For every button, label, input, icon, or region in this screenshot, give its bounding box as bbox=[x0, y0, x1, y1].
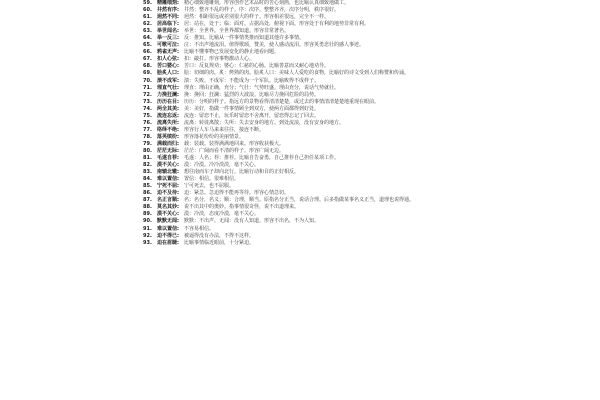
entry-number: 79. bbox=[143, 140, 152, 147]
idiom-entry bbox=[143, 218, 481, 225]
entry-number: 81. bbox=[143, 155, 152, 162]
entry-number: 84. bbox=[143, 176, 152, 183]
idiom-term: 流离失所: bbox=[157, 119, 179, 126]
idiom-term: 迫在眉睫: bbox=[157, 239, 179, 246]
idiom-definition: 精心细致地雕刻。形容创作艺术品时的苦心刻画，也比喻认真细致地做工。 bbox=[184, 0, 350, 6]
idiom-definition: 美：美好，指做一件事情顾全到双方，使两方面都得到好处。 bbox=[184, 105, 320, 112]
entry-number: 72. bbox=[143, 91, 152, 98]
entry-number: 63. bbox=[143, 28, 152, 35]
idiom-term: 莫名其妙: bbox=[157, 204, 179, 211]
idiom-entry bbox=[143, 70, 481, 77]
entry-number: 60. bbox=[143, 7, 152, 14]
idiom-term: 毛遂自荐: bbox=[157, 155, 179, 162]
entry-number: 62. bbox=[143, 21, 152, 28]
idiom-term: 苦口婆心: bbox=[157, 63, 179, 70]
entry-number: 66. bbox=[143, 49, 152, 56]
idiom-entry bbox=[143, 0, 481, 7]
entry-number: 59. bbox=[143, 0, 152, 6]
idiom-term: 迫不得已: bbox=[157, 232, 179, 239]
idiom-term: 漠不关心: bbox=[157, 211, 179, 218]
idiom-entry bbox=[143, 134, 481, 141]
idiom-term: 井然有序: bbox=[157, 7, 179, 14]
idiom-definition: 宁可死去，也不屈服。 bbox=[184, 183, 235, 190]
entry-number: 90. bbox=[143, 218, 152, 225]
idiom-definition: 迫：紧急。急迫得不能再等待。形容心情急切。 bbox=[184, 190, 290, 197]
idiom-definition: 理直：理由正确，充分；气壮：气势旺盛。理由充分，说话气势就壮。 bbox=[184, 84, 340, 91]
entry-number: 80. bbox=[143, 147, 152, 154]
entry-number: 76. bbox=[143, 119, 152, 126]
idiom-definition: 苦口：反复规劝；婆心：仁慈的心肠。比喻善意而又耐心地劝导。 bbox=[184, 63, 330, 70]
idiom-entry bbox=[143, 226, 481, 233]
idiom-entry bbox=[143, 85, 481, 92]
idiom-definition: 扣：敲打。形容事物激动人心。 bbox=[184, 56, 255, 63]
idiom-term: 宁死不屈: bbox=[157, 183, 179, 190]
entry-number: 65. bbox=[143, 42, 152, 49]
idiom-term: 鸦雀无声: bbox=[157, 49, 179, 56]
idiom-definition: 毛遂：人名；荐：推荐。比喻自告奋勇，自己推荐自己担任某项工作。 bbox=[184, 155, 340, 162]
idiom-term: 落英缤纷: bbox=[157, 133, 179, 140]
idiom-entry bbox=[143, 113, 481, 120]
entry-number: 69. bbox=[143, 70, 152, 77]
idiom-term: 可歌可泣: bbox=[157, 42, 179, 49]
idiom-definition: 历历：分明的样子。指远方的景物看得清清楚楚，或过去的事情清清楚楚地重现在眼前。 bbox=[184, 98, 380, 105]
idiom-term: 举一反三: bbox=[157, 35, 179, 42]
idiom-definition: 想往南而车子却向北行。比喻行动和目的正好相反。 bbox=[184, 169, 300, 176]
idiom-definition: 迥然：相距很远或差别很大的样子。形容相差很远，完全不一样。 bbox=[184, 14, 330, 21]
idiom-entry bbox=[143, 240, 481, 247]
idiom-term: 茫茫无际: bbox=[157, 147, 179, 154]
idiom-term: 流连忘返: bbox=[157, 112, 179, 119]
idiom-definition: 脍：切细的肉。炙：烤熟的肉。脍炙人口：美味人人爱吃的食物，比喻好的诗文受到人们称赞和传诵。 bbox=[184, 70, 410, 77]
idiom-term: 两全其美: bbox=[157, 105, 179, 112]
idiom-definition: 挽：挽回；狂澜：猛烈的大波浪。比喻尽力挽回危险的局势。 bbox=[184, 91, 320, 98]
idiom-term: 溃不成军: bbox=[157, 77, 179, 84]
entry-number: 70. bbox=[143, 77, 152, 84]
idiom-definition: 载：装载。装得满满地回来。形容收获极大。 bbox=[184, 140, 285, 147]
idiom-definition: 被逼得没有办法，不得不这样。 bbox=[184, 232, 255, 239]
entry-number: 71. bbox=[143, 84, 152, 91]
entry-number: 91. bbox=[143, 225, 152, 232]
idiom-definition: 泣：不出声地流泪。值得歌颂，赞美，使人感动流泪。形容英勇悲壮的感人事迹。 bbox=[184, 42, 365, 49]
entry-number: 64. bbox=[143, 35, 152, 42]
idiom-entry bbox=[143, 99, 481, 106]
entry-number: 74. bbox=[143, 105, 152, 112]
idiom-definition: 比喻不懂事物已发展变化的静止地看问题。 bbox=[184, 49, 280, 56]
idiom-definition: 形容行人车马来来往往，接连不断。 bbox=[184, 126, 265, 133]
entry-number: 89. bbox=[143, 211, 152, 218]
idiom-list bbox=[143, 0, 481, 247]
idiom-definition: 溃：失败。不成军：不能成为一个军队。比喻败得不成样子。 bbox=[184, 77, 320, 84]
idiom-term: 南辕北辙: bbox=[157, 169, 179, 176]
idiom-term: 难以置信: bbox=[157, 176, 179, 183]
idiom-entry bbox=[143, 148, 481, 155]
entry-number: 93. bbox=[143, 239, 152, 246]
entry-number: 61. bbox=[143, 14, 152, 21]
idiom-entry bbox=[143, 92, 481, 99]
idiom-definition: 井然：整齐不乱的样子。序：次序。整整齐齐，次序分明，秩序很好。 bbox=[184, 7, 340, 14]
idiom-definition: 茫茫：广阔而看不清的样子。形容广阔无边。 bbox=[184, 147, 285, 154]
entry-number: 85. bbox=[143, 183, 152, 190]
idiom-term: 漠不关心: bbox=[157, 162, 179, 169]
idiom-definition: 反：推知。比喻从一件事情类推而知道其他许多事情。 bbox=[184, 35, 305, 42]
entry-number: 82. bbox=[143, 162, 152, 169]
entry-number: 78. bbox=[143, 133, 152, 140]
idiom-term: 扣人心弦: bbox=[157, 56, 179, 63]
entry-number: 83. bbox=[143, 169, 152, 176]
entry-number: 92. bbox=[143, 232, 152, 239]
idiom-entry bbox=[143, 127, 481, 134]
idiom-term: 满载而归: bbox=[157, 140, 179, 147]
idiom-definition: 居：站在，处于；临：面对。占据高处，俯视下面。形容处于有利的地势非常有利。 bbox=[184, 21, 370, 28]
idiom-definition: 置信：相信。很难相信。 bbox=[184, 176, 240, 183]
idiom-definition: 流连：留恋不止，玩乐时留恋不舍离开，留恋得忘记了回去。 bbox=[184, 112, 320, 119]
idiom-entry bbox=[143, 120, 481, 127]
idiom-definition: 漠：冷淡，态度冷漠，毫不关心。 bbox=[184, 211, 260, 218]
idiom-term: 理直气壮: bbox=[157, 84, 179, 91]
idiom-term: 历历在目: bbox=[157, 98, 179, 105]
entry-number: 77. bbox=[143, 126, 152, 133]
idiom-term: 举世闻名: bbox=[157, 28, 179, 35]
idiom-term: 力挽狂澜: bbox=[157, 91, 179, 98]
idiom-term: 名正言顺: bbox=[157, 197, 179, 204]
idiom-entry bbox=[143, 233, 481, 240]
idiom-definition: 举世：全世界。全世界都知道。形容非常著名。 bbox=[184, 28, 290, 35]
idiom-definition: 默默：不出声。无闻：没有人知道。形容不出名，不为人知。 bbox=[184, 218, 320, 225]
idiom-term: 精雕细刻: bbox=[157, 0, 179, 6]
idiom-definition: 漠：冷漠。冷冷淡淡，毫不关心。 bbox=[184, 162, 260, 169]
idiom-definition: 名：名分，名义；顺：合理，顺当。原指名分正当，说话合理。后多指做某事名义正当，道理也说得通。 bbox=[184, 197, 415, 204]
idiom-term: 络绎不绝: bbox=[157, 126, 179, 133]
entry-number: 73. bbox=[143, 98, 152, 105]
idiom-entry bbox=[143, 141, 481, 148]
idiom-term: 难以置信: bbox=[157, 225, 179, 232]
entry-number: 68. bbox=[143, 63, 152, 70]
entry-number: 67. bbox=[143, 56, 152, 63]
idiom-term: 默默无闻: bbox=[157, 218, 179, 225]
idiom-definition: 形容落花纷纷的美丽情景。 bbox=[184, 133, 245, 140]
idiom-entry bbox=[143, 106, 481, 113]
entry-number: 75. bbox=[143, 112, 152, 119]
idiom-term: 脍炙人口: bbox=[157, 70, 179, 77]
idiom-definition: 说不出其中的奥妙。指事情很奇怪，说不出道理来。 bbox=[184, 204, 300, 211]
idiom-term: 居高临下: bbox=[157, 21, 179, 28]
entry-number: 86. bbox=[143, 190, 152, 197]
idiom-definition: 不容易相信。 bbox=[184, 225, 215, 232]
idiom-term: 迫不及待: bbox=[157, 190, 179, 197]
entry-number: 87. bbox=[143, 197, 152, 204]
idiom-definition: 流离：转徙离散；失所：失去安身的地方。到处流浪，没有安身的地方。 bbox=[184, 119, 345, 126]
idiom-definition: 比喻事情临近眼前，十分紧迫。 bbox=[184, 239, 255, 246]
entry-number: 88. bbox=[143, 204, 152, 211]
idiom-term: 迥然不同: bbox=[157, 14, 179, 21]
idiom-entry bbox=[143, 78, 481, 85]
